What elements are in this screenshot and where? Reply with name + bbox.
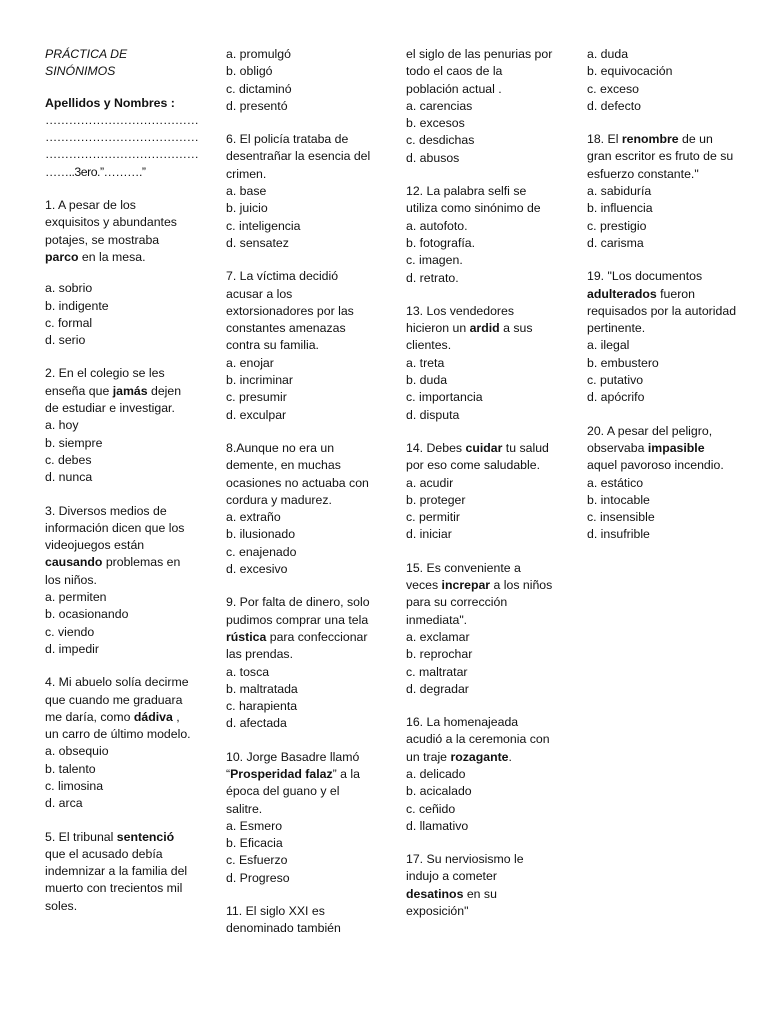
option-a: a. obsequio xyxy=(45,744,109,759)
names-label: Apellidos y Nombres : xyxy=(45,95,175,110)
key-word: increpar xyxy=(441,578,491,593)
key-word: Prosperidad falaz xyxy=(230,766,333,781)
option-d: d. degradar xyxy=(406,681,469,696)
option-b: b. embustero xyxy=(587,355,659,370)
page-title: PRÁCTICA DE SINÓNIMOS xyxy=(45,47,128,79)
option-c: c. ceñido xyxy=(406,801,456,816)
option-b: b. indigente xyxy=(45,298,109,313)
option-d: d. afectada xyxy=(226,716,287,731)
option-b: b. influencia xyxy=(587,201,653,216)
option-b: b. duda xyxy=(406,373,448,388)
option-c: c. imagen. xyxy=(406,253,463,268)
option-b: b. siempre xyxy=(45,435,103,450)
question-18 xyxy=(587,131,737,252)
option-c: c. viendo xyxy=(45,624,95,639)
question-16 xyxy=(406,714,556,835)
question-20 xyxy=(587,423,737,544)
option-b: b. fotografía. xyxy=(406,235,476,250)
key-word: rozagante xyxy=(450,749,509,764)
option-c: c. maltratar xyxy=(406,664,468,679)
column-2 xyxy=(226,46,374,938)
option-a: a. sabiduría xyxy=(587,184,652,199)
column-4 xyxy=(587,46,737,560)
question-text: 14. Debes cuidar tu salud por eso come saludable. xyxy=(406,440,549,473)
option-c: c. importancia xyxy=(406,390,483,405)
option-a: a. extraño xyxy=(226,510,281,525)
question-5 xyxy=(45,829,193,915)
option-c: c. permitir xyxy=(406,510,460,525)
option-a: a. hoy xyxy=(45,418,79,433)
question-15 xyxy=(406,560,556,698)
option-d: d. llamativo xyxy=(406,818,469,833)
key-word: dádiva xyxy=(133,709,173,724)
option-a: a. ilegal xyxy=(587,338,630,353)
option-d: d. defecto xyxy=(587,98,642,113)
option-d: d. impedir xyxy=(45,641,99,656)
option-a: a. permiten xyxy=(45,590,107,605)
question-text: 4. Mi abuelo solía decirme que cuando me graduara me daría, como dádiva , un carro de último modelo. xyxy=(45,675,191,742)
option-a: a. promulgó xyxy=(226,47,291,61)
option-c: c. debes xyxy=(45,452,92,467)
question-11 xyxy=(226,903,374,938)
option-d: d. carisma xyxy=(587,235,644,250)
question-text: 19. "Los documentos adulterados fueron requisados por la autoridad pertinente. xyxy=(587,269,737,336)
question-text: 10. Jorge Basadre llamó “Prosperidad falaz” a la época del guano y el salitre. xyxy=(226,749,360,816)
grade-line: ……..3ero.”……….” xyxy=(45,164,146,179)
question-12 xyxy=(406,183,556,287)
question-text: 5. El tribunal sentenció que el acusado debía indemnizar a la familia del muerto con trecientos mil soles. xyxy=(45,829,188,913)
option-c: c. Esfuerzo xyxy=(226,853,288,868)
option-c: c. prestigio xyxy=(587,218,647,233)
option-b: b. proteger xyxy=(406,492,466,507)
key-word: parco xyxy=(45,249,79,264)
option-a: a. tosca xyxy=(226,664,270,679)
option-c: c. harapienta xyxy=(226,699,298,714)
option-c: c. dictaminó xyxy=(226,81,292,96)
option-b: b. incriminar xyxy=(226,373,293,388)
option-d: d. abusos xyxy=(406,150,460,165)
question-4 xyxy=(45,674,193,812)
question-text: 8.Aunque no era un demente, en muchas ocasiones no actuaba con cordura y madurez. xyxy=(226,440,369,507)
question-text: 20. A pesar del peligro, observaba impasible aquel pavoroso incendio. xyxy=(587,423,724,473)
question-13 xyxy=(406,303,556,424)
option-a: a. duda xyxy=(587,47,629,61)
option-b: b. maltratada xyxy=(226,681,298,696)
option-d: d. arca xyxy=(45,796,83,811)
question-14 xyxy=(406,440,556,544)
option-d: d. excesivo xyxy=(226,562,288,577)
option-c: c. presumir xyxy=(226,390,287,405)
names-blank-line: ………………………………… xyxy=(45,147,199,162)
option-a: a. sobrio xyxy=(45,281,93,296)
question-2 xyxy=(45,365,193,486)
option-c: c. putativo xyxy=(587,373,644,388)
names-blank-line: ………………………………… xyxy=(45,112,199,127)
option-b: b. ocasionando xyxy=(45,607,129,622)
option-b: b. ilusionado xyxy=(226,527,296,542)
question-text: 7. La víctima decidió acusar a los extorsionadores por las constantes amenazas contra su familia. xyxy=(226,269,354,353)
option-c: c. exceso xyxy=(587,81,639,96)
question-8 xyxy=(226,440,374,578)
option-d: d. sensatez xyxy=(226,235,289,250)
option-c: c. enajenado xyxy=(226,544,297,559)
option-b: b. acicalado xyxy=(406,784,472,799)
question-text: 1. A pesar de los exquisitos y abundantes potajes, se mostraba parco en la mesa. xyxy=(45,198,177,264)
question-text: 18. El renombre de un gran escritor es fruto de su esfuerzo constante." xyxy=(587,132,734,181)
question-7 xyxy=(226,268,374,424)
question-1 xyxy=(45,197,193,349)
question-10 xyxy=(226,749,374,887)
column-3 xyxy=(406,46,556,920)
question-text: 3. Diversos medios de información dicen que los videojuegos están causando problemas en los niños. xyxy=(45,503,185,587)
option-d: d. presentó xyxy=(226,98,288,113)
key-word: renombre xyxy=(621,132,679,147)
key-word: sentenció xyxy=(116,829,175,844)
key-word: desatinos xyxy=(406,886,464,901)
option-a: a. enojar xyxy=(226,355,274,370)
question-text: 15. Es conveniente a veces increpar a los niños para su corrección inmediata". xyxy=(406,560,553,627)
question-text-start: 11. El siglo XXI es denominado también xyxy=(226,904,341,936)
key-word: adulterados xyxy=(587,286,657,301)
option-b: b. Eficacia xyxy=(226,836,283,851)
option-d: d. nunca xyxy=(45,470,93,485)
option-d: d. apócrifo xyxy=(587,390,645,405)
question-text: 12. La palabra selfi se utiliza como sinónimo de xyxy=(406,184,541,216)
key-word: cuidar xyxy=(465,440,503,455)
question-11-cont xyxy=(406,46,556,167)
option-a: a. treta xyxy=(406,355,445,370)
option-d: d. exculpar xyxy=(226,407,287,422)
question-text: 16. La homenajeada acudió a la ceremonia con un traje rozagante. xyxy=(406,715,550,764)
key-word: impasible xyxy=(647,440,705,455)
question-text: 2. En el colegio se les enseña que jamás dejen de estudiar e investigar. xyxy=(45,366,182,416)
names-blank-line: ………………………………… xyxy=(45,130,199,145)
question-17 xyxy=(406,851,556,920)
option-b: b. excesos xyxy=(406,116,465,131)
option-b: b. equivocación xyxy=(587,64,673,79)
option-b: b. juicio xyxy=(226,201,268,216)
column-1 xyxy=(45,46,199,915)
option-a: a. carencias xyxy=(406,98,473,113)
question-9 xyxy=(226,594,374,732)
question-text: 9. Por falta de dinero, solo pudimos comprar una tela rústica para confeccionar las prendas. xyxy=(226,595,370,662)
option-d: d. retrato. xyxy=(406,270,459,285)
question-19 xyxy=(587,268,737,406)
option-a: a. base xyxy=(226,184,267,199)
option-d: d. iniciar xyxy=(406,527,452,542)
option-b: b. obligó xyxy=(226,64,273,79)
question-text: 17. Su nerviosismo le indujo a cometer desatinos en su exposición" xyxy=(406,852,524,919)
option-c: c. formal xyxy=(45,315,93,330)
key-word: rústica xyxy=(226,629,267,644)
question-6 xyxy=(226,131,374,252)
option-d: d. Progreso xyxy=(226,870,290,885)
question-5-options xyxy=(226,46,374,115)
question-3 xyxy=(45,503,193,659)
option-a: a. estático xyxy=(587,475,644,490)
option-b: b. intocable xyxy=(587,492,650,507)
option-b: b. talento xyxy=(45,761,96,776)
option-a: a. acudir xyxy=(406,475,454,490)
question-text: 6. El policía trataba de desentrañar la esencia del crimen. xyxy=(226,132,371,181)
question-text: 13. Los vendedores hicieron un ardid a sus clientes. xyxy=(406,303,533,353)
option-b: b. reprochar xyxy=(406,647,473,662)
option-a: a. Esmero xyxy=(226,818,283,833)
question-17-options xyxy=(587,46,737,115)
key-word: ardid xyxy=(469,321,500,336)
question-text-cont: el siglo de las penurias por todo el caos de la población actual . xyxy=(406,47,553,96)
option-a: a. exclamar xyxy=(406,629,470,644)
option-c: c. inteligencia xyxy=(226,218,301,233)
option-d: d. disputa xyxy=(406,407,460,422)
key-word: causando xyxy=(45,555,103,570)
key-word: jamás xyxy=(112,383,148,398)
option-a: a. delicado xyxy=(406,766,466,781)
option-c: c. insensible xyxy=(587,510,655,525)
key-word: desentrañar xyxy=(226,149,292,164)
option-a: a. autofoto. xyxy=(406,218,468,233)
option-d: d. serio xyxy=(45,333,86,348)
option-c: c. desdichas xyxy=(406,133,475,148)
option-d: d. insufrible xyxy=(587,527,650,542)
key-word: acusar xyxy=(226,286,263,301)
option-c: c. limosina xyxy=(45,778,104,793)
